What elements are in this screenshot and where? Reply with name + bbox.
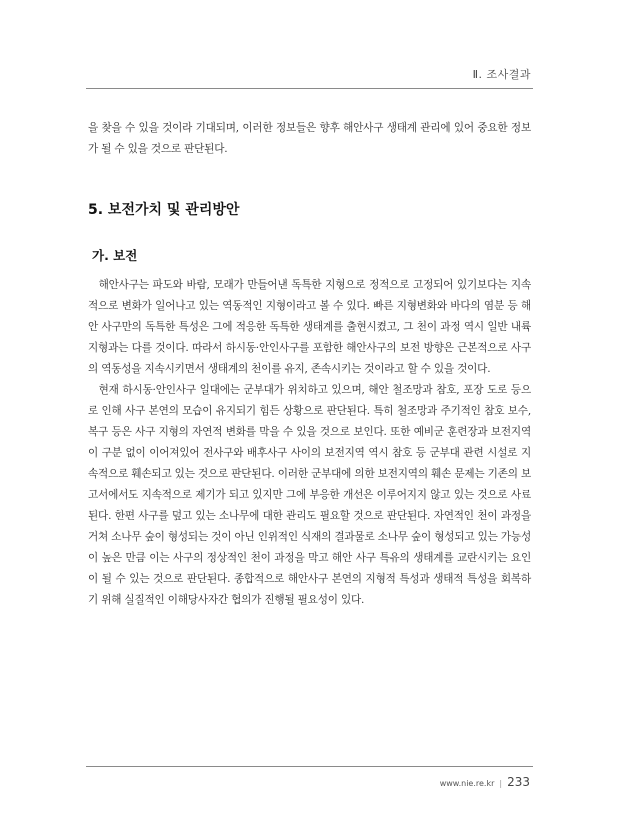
footer-separator: | bbox=[499, 779, 503, 788]
intro-paragraph bbox=[88, 118, 531, 160]
section-title: 5. 보전가치 및 관리방안 bbox=[88, 202, 240, 218]
page-footer bbox=[440, 775, 530, 789]
footer-divider bbox=[86, 766, 533, 767]
footer-url: www.nie.re.kr bbox=[439, 779, 495, 788]
header-divider bbox=[86, 88, 533, 89]
subsection-title: 가. 보전 bbox=[92, 248, 138, 263]
page-number: 233 bbox=[507, 775, 530, 789]
intro-text: 을 찾을 수 있을 것이라 기대되며, 이러한 정보들은 향후 해안사구 생태계 관리에 있어 중요한 정보가 될 수 있을 것으로 판단된다. bbox=[88, 122, 531, 155]
paragraph-2: 현재 하시동·안인사구 일대에는 군부대가 위치하고 있으며, 해안 철조망과 참호, 포장 도로 등으로 인해 사구 본연의 모습이 유지되기 힘든 상황으로 판단된다. 특히 철조망과 주기적인 참호 보수, 복구 등은 사구 지형의 자연적 변화를 막을 수 있을 것으로 보인다. 또한 예비군 훈련장과 보전지역이 구분 없이 이어져있어 전사구와 배후사구 사이의 보전지역 역시 참호 등 군부대 관련 시설로 지속적으로 훼손되고 있는 것으로 판단된다. 이러한 군부대에 의한 보전지역의 훼손 문제는 기존의 보고서에서도 지속적으로 제기가 되고 있지만 그에 부응한 개선은 이루어지지 않고 있는 것으로 사료된다. 한편 사구를 덮고 있는 소나무에 대한 관리도 필요할 것으로 판단된다. 자연적인 천이 과정을 거쳐 소나무 숲이 형성되는 것이 아닌 인위적인 식재의 결과물로 소나무 숲이 형성되고 있는 가능성이 높은 만큼 이는 사구의 정상적인 천이 과정을 막고 해안 사구 특유의 생태계를 교란시키는 요인이 될 수 있는 것으로 판단된다. 종합적으로 해안사구 본연의 지형적 특성과 생태적 특성을 회복하기 위해 실질적인 이해당사자간 협의가 진행될 필요성이 있다. bbox=[88, 384, 531, 606]
running-header: Ⅱ. 조사결과 bbox=[472, 68, 531, 81]
section-body bbox=[88, 275, 531, 611]
paragraph-1: 해안사구는 파도와 바람, 모래가 만들어낸 독특한 지형으로 정적으로 고정되어 있기보다는 지속적으로 변화가 일어나고 있는 역동적인 지형이라고 볼 수 있다. 빠른 지형변화와 바다의 염분 등 해안 사구만의 독특한 특성은 그에 적응한 독특한 생태계를 출현시켰고, 그 천이 과정 역시 일반 내륙 지형과는 다를 것이다. 따라서 하시동·안인사구를 포함한 해안사구의 보전 방향은 근본적으로 사구의 역동성을 지속시키면서 생태계의 천이를 유지, 존속시키는 것이라고 할 수 있을 것이다. bbox=[88, 279, 531, 375]
